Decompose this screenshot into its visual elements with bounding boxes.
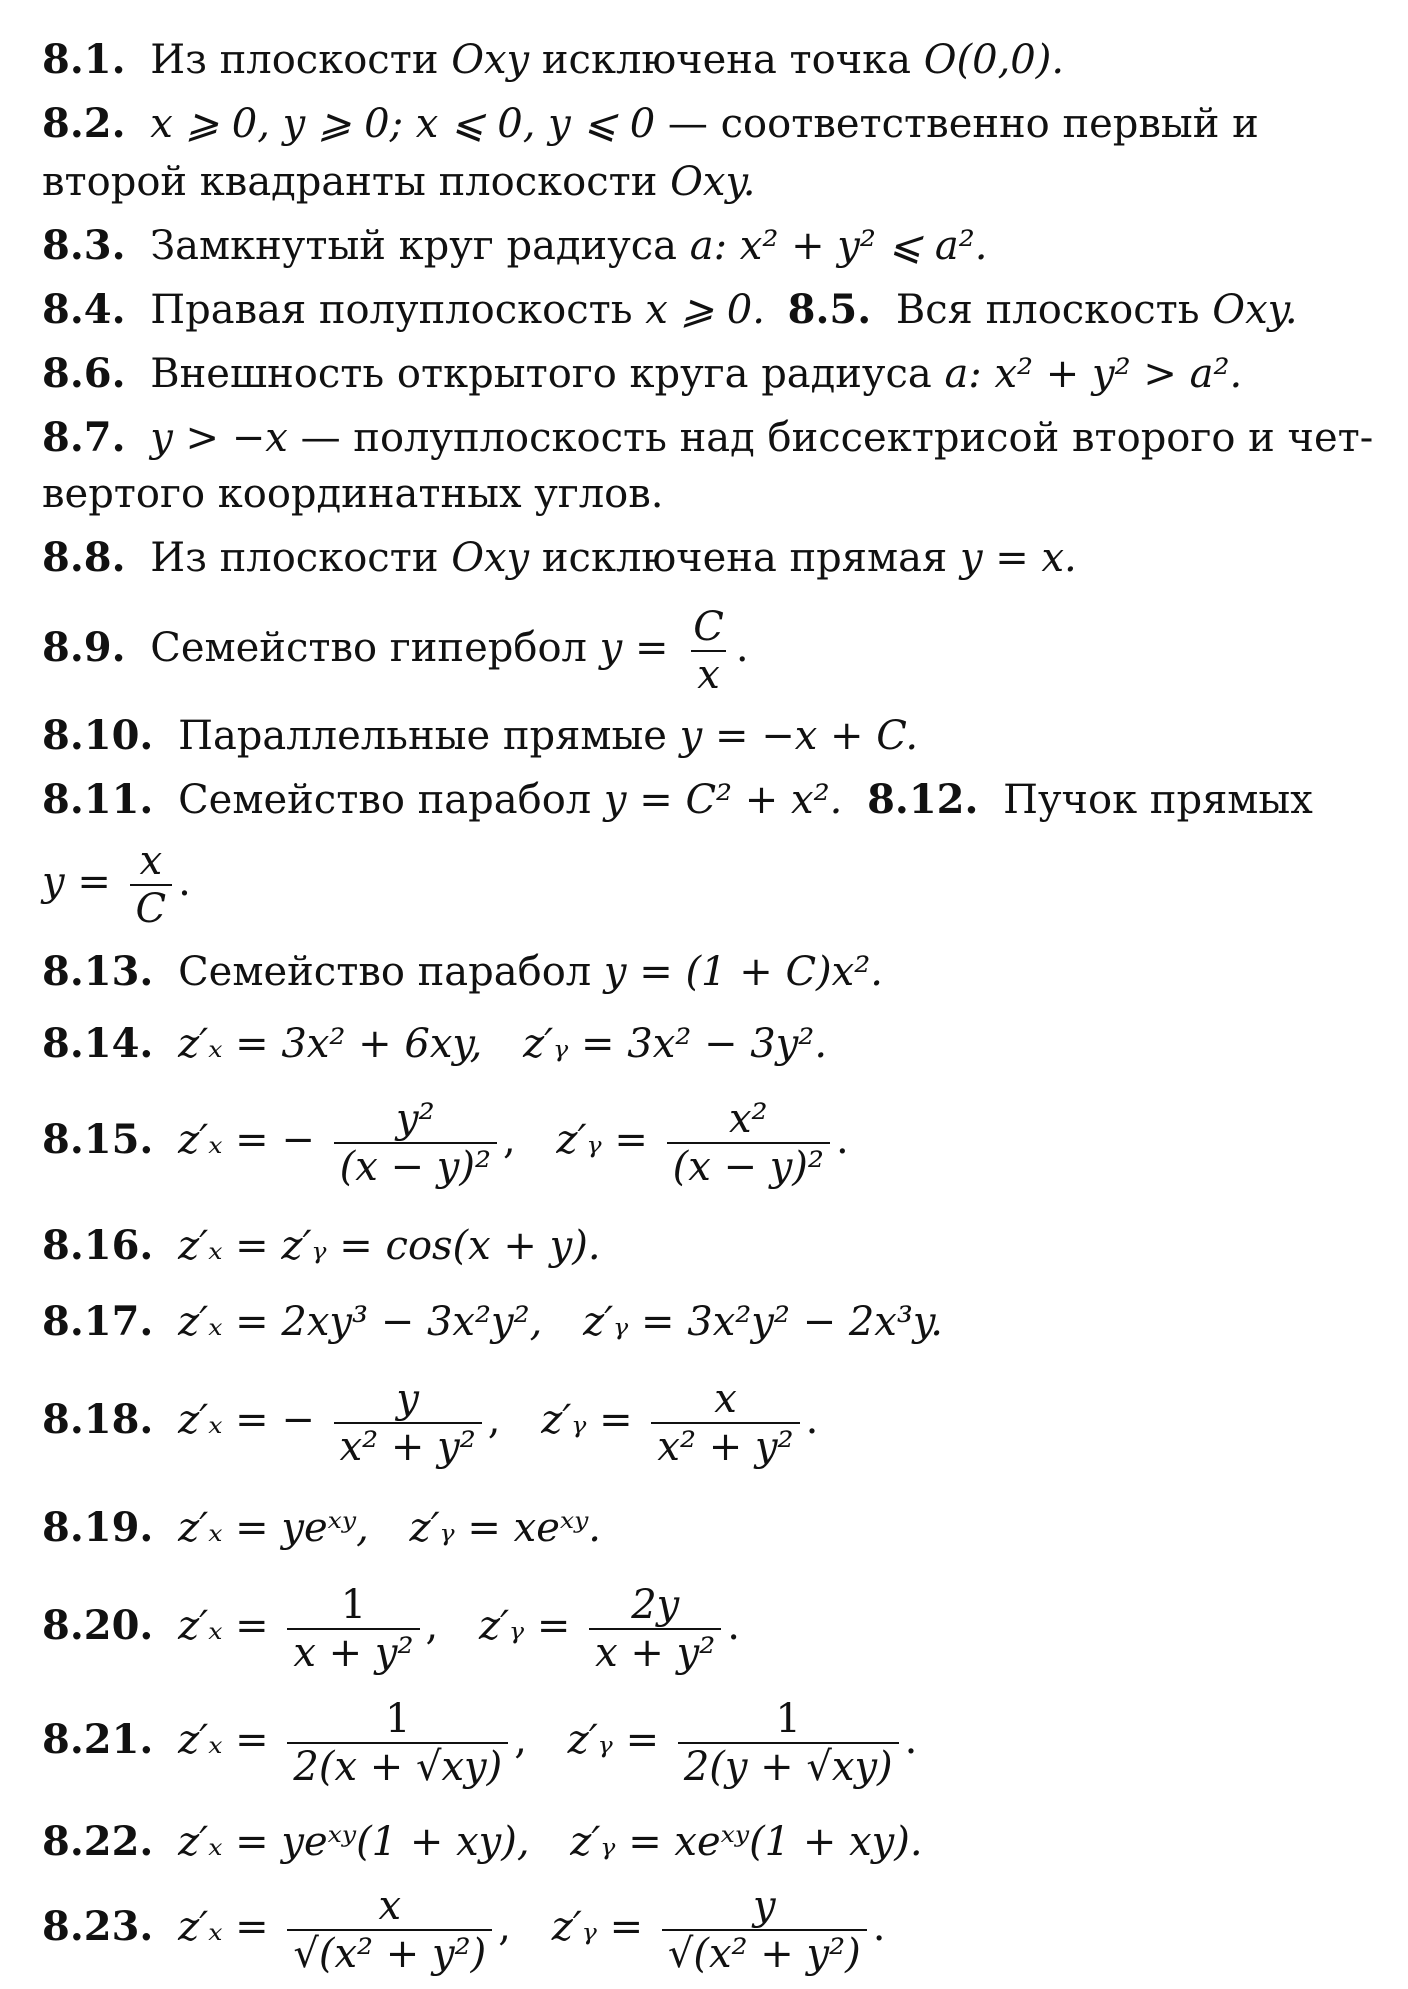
fraction (667, 1098, 830, 1188)
math-expression: z′ₓ = z′ᵧ = cos(x + y). (178, 1223, 601, 1269)
math-expression: z′ₓ = (178, 1717, 269, 1763)
fraction-numerator: y (396, 1376, 420, 1422)
math-expression: z′ᵧ = (551, 1904, 644, 1950)
answer-text: Семейство парабол (178, 777, 592, 823)
math-var: Oxy (451, 37, 530, 83)
math-expression: z′ₓ = yeˣʸ(1 + xy), (178, 1819, 530, 1865)
answer-text: Из плоскости (150, 535, 439, 581)
math-expression: z′ₓ = (178, 1603, 269, 1649)
answer-8-1 (42, 36, 1378, 84)
answer-8-23: 8.23. z′ₓ = $\frac{x}{\text{√(x² + y²)}}$ , z′ᵧ = $\frac{y}{\text{√(x² + y²)}}$ . (42, 1883, 886, 1977)
fraction (678, 1698, 899, 1788)
answer-8-16 (42, 1222, 1378, 1270)
answer-text: второй квадранты плоскости (42, 159, 658, 205)
fraction-denominator: x² + y² (334, 1422, 482, 1468)
answer-8-11 (42, 776, 1378, 824)
fraction-denominator: (x − y)² (667, 1142, 830, 1188)
fraction (687, 606, 730, 696)
answer-number: 8.2. (42, 100, 126, 147)
fraction-denominator: √(x² + y²) (662, 1929, 867, 1975)
answer-8-15: 8.15. z′ₓ = − $\frac{\text{y²}}{\text{(x − y)²}}$ , z′ᵧ = $\frac{\text{x²}}{\text{(x − y)²}}$ . (42, 1096, 849, 1190)
math-expression: z′ₓ = − (178, 1397, 315, 1443)
answer-text: Параллельные прямые (178, 713, 667, 759)
answer-number: 8.13. (42, 948, 154, 995)
answer-number: 8.19. (42, 1504, 154, 1551)
answer-8-21: 8.21. z′ₓ = $\frac{1}{2(x + √xy)}$ , z′ᵧ = $\frac{1}{2(y + √xy)}$ . (42, 1696, 918, 1790)
fraction (662, 1885, 867, 1975)
answer-8-6 (42, 350, 1378, 398)
answer-8-7 (42, 414, 1378, 462)
fraction-numerator: 1 (340, 1582, 367, 1628)
answer-8-19 (42, 1504, 1378, 1552)
fraction-denominator: C (130, 884, 173, 930)
answer-text: вертого координатных углов. (42, 471, 664, 517)
answer-number: 8.23. (42, 1903, 154, 1950)
answer-number: 8.8. (42, 534, 126, 581)
answer-text: Вся плоскость (895, 287, 1200, 333)
answer-text: Семейство гипербол (150, 625, 587, 671)
fraction-denominator: (x − y)² (334, 1142, 497, 1188)
math-var: Oxy. (1212, 287, 1298, 333)
answer-number: 8.16. (42, 1222, 154, 1269)
math-expression: z′ᵧ = 3x² − 3y². (523, 1021, 828, 1067)
punctuation: . (735, 625, 749, 671)
answer-number: 8.21. (42, 1716, 154, 1763)
fraction-numerator: 2y (631, 1582, 680, 1628)
fraction-denominator: 2(x + √xy) (287, 1742, 508, 1788)
answer-text: — полуплоскость над биссектрисой второго и чет- (300, 415, 1374, 461)
fraction-numerator: x (714, 1376, 737, 1422)
math-expression: z′ₓ = yeˣʸ, (178, 1505, 369, 1551)
math-expression: z′ᵧ = (478, 1603, 571, 1649)
answer-text: исключена точка (541, 37, 912, 83)
fraction (334, 1378, 482, 1468)
answer-8-22 (42, 1818, 1378, 1866)
math-var: Oxy. (670, 159, 756, 205)
fraction (589, 1584, 721, 1674)
math-expression: O(0,0). (923, 37, 1065, 83)
punctuation: . (727, 1603, 740, 1649)
answer-8-10 (42, 712, 1378, 760)
math-expression: a: x² + y² ⩽ a². (689, 223, 988, 269)
fraction-numerator: x (139, 838, 163, 884)
answer-8-17 (42, 1298, 1378, 1346)
answer-text: исключена прямая (541, 535, 948, 581)
answer-number: 8.18. (42, 1396, 154, 1443)
fraction (334, 1098, 497, 1188)
math-expression: z′ᵧ = (556, 1117, 648, 1163)
answer-8-4 (42, 286, 1378, 334)
math-expression: z′ᵧ = xeˣʸ. (409, 1505, 602, 1551)
math-expression: x ⩾ 0. (645, 287, 765, 333)
answer-number: 8.6. (42, 350, 126, 397)
answer-8-8 (42, 534, 1378, 582)
math-expression: z′ₓ = 2xy³ − 3x²y², (178, 1299, 543, 1345)
math-expression: z′ₓ = (178, 1904, 269, 1950)
math-expression: y > −x (150, 415, 288, 461)
answer-number: 8.11. (42, 776, 154, 823)
answer-text: Внешность открытого круга радиуса (150, 351, 932, 397)
math-expression: y = (1 + C)x². (603, 949, 883, 995)
fraction-denominator: √(x² + y²) (287, 1929, 492, 1975)
answer-number: 8.20. (42, 1602, 154, 1649)
fraction-numerator: 1 (775, 1696, 801, 1742)
math-var: Oxy (451, 535, 530, 581)
answer-text: Из плоскости (150, 37, 439, 83)
math-expression: x ⩾ 0, y ⩾ 0; x ⩽ 0, y ⩽ 0 (150, 101, 656, 147)
answer-8-9 (42, 598, 1378, 698)
answer-number: 8.9. (42, 624, 126, 671)
math-expression: z′ᵧ = 3x²y² − 2x³y. (583, 1299, 943, 1345)
answer-8-20: 8.20. z′ₓ = $\frac{1}{\text{x + y²}}$ , z′ᵧ = $\frac{2y}{\text{x + y²}}$ . (42, 1582, 740, 1676)
fraction-denominator: x (691, 650, 726, 696)
fraction (287, 1885, 492, 1975)
answer-number: 8.7. (42, 414, 126, 461)
answer-number: 8.17. (42, 1298, 154, 1345)
answer-number: 8.22. (42, 1818, 154, 1865)
fraction-denominator: x + y² (589, 1628, 721, 1674)
fraction-numerator: x (378, 1883, 402, 1929)
fraction (651, 1378, 799, 1468)
fraction (287, 1698, 508, 1788)
answer-8-14 (42, 1020, 1378, 1068)
answer-text: Пучок прямых (1003, 777, 1313, 823)
punctuation: . (178, 859, 191, 905)
fraction-numerator: C (693, 604, 724, 650)
answer-text: Семейство парабол (178, 949, 592, 995)
answer-number: 8.14. (42, 1020, 154, 1067)
answer-8-12-cont (42, 832, 1378, 932)
punctuation: . (835, 1117, 849, 1163)
answer-number: 8.10. (42, 712, 154, 759)
math-expression: y = C² + x². (603, 777, 843, 823)
answer-number: 8.4. (42, 286, 126, 333)
fraction-numerator: 1 (385, 1696, 411, 1742)
fraction (287, 1584, 419, 1674)
answer-8-18: 8.18. z′ₓ = − $\frac{y}{\text{x² + y²}}$ , z′ᵧ = $\frac{x}{\text{x² + y²}}$ . (42, 1376, 819, 1470)
fraction-denominator: 2(y + √xy) (678, 1742, 899, 1788)
fraction (130, 840, 173, 930)
math-expression: y = (599, 625, 669, 671)
fraction-numerator: x² (728, 1096, 768, 1142)
answer-8-7-cont (42, 470, 1378, 518)
math-expression: z′ₓ = − (178, 1117, 315, 1163)
math-expression: z′ₓ = 3x² + 6xy, (178, 1021, 483, 1067)
punctuation: . (904, 1717, 918, 1763)
answer-text: Правая полуплоскость (150, 287, 633, 333)
math-expression: y = (42, 859, 111, 905)
math-expression: y = −x + C. (679, 713, 919, 759)
answer-8-3 (42, 222, 1378, 270)
answer-text: — соответственно первый и (667, 101, 1259, 147)
math-expression: z′ᵧ = (541, 1397, 633, 1443)
math-expression: z′ᵧ = xeˣʸ(1 + xy). (570, 1819, 923, 1865)
fraction-numerator: y² (395, 1096, 435, 1142)
answer-8-13 (42, 948, 1378, 996)
answer-text: Замкнутый круг радиуса (150, 223, 677, 269)
math-expression: y = x. (959, 535, 1077, 581)
answer-8-2 (42, 100, 1378, 148)
answer-number: 8.5. (787, 286, 872, 333)
answer-number: 8.1. (42, 36, 126, 83)
punctuation: . (805, 1397, 819, 1443)
fraction-denominator: x + y² (287, 1628, 419, 1674)
math-expression: z′ᵧ = (567, 1717, 660, 1763)
punctuation: . (872, 1904, 886, 1950)
answer-8-2-cont (42, 158, 1378, 206)
answer-number: 8.3. (42, 222, 126, 269)
fraction-numerator: y (753, 1883, 776, 1929)
answer-number: 8.15. (42, 1116, 154, 1163)
fraction-denominator: x² + y² (651, 1422, 799, 1468)
answer-number: 8.12. (867, 776, 979, 823)
math-expression: a: x² + y² > a². (944, 351, 1243, 397)
